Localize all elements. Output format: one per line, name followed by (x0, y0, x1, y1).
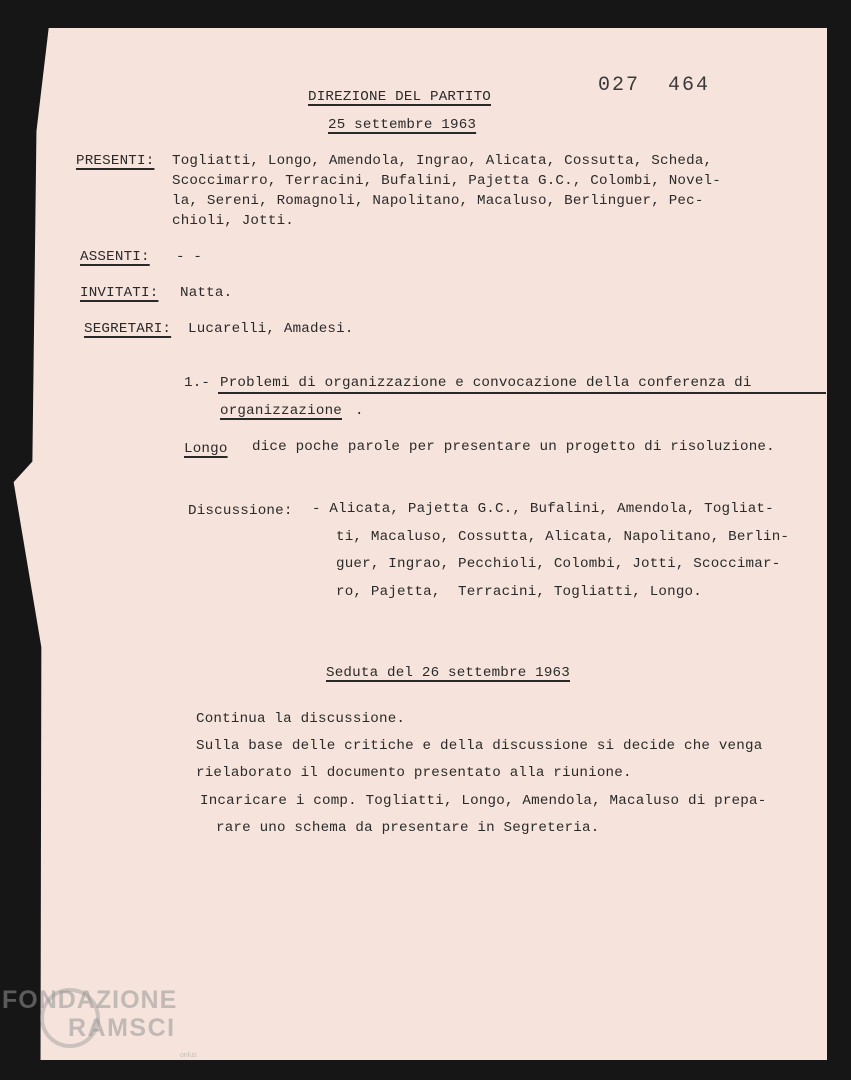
agenda-item-title: Problemi di organizzazione e convocazione della conferenza di (220, 375, 752, 391)
present-line: Togliatti, Longo, Amendola, Ingrao, Alicata, Cossutta, Scheda, (172, 153, 713, 169)
session-line: Continua la discussione. (196, 711, 406, 727)
invited-label: INVITATI: (80, 285, 159, 301)
present-line: Scoccimarro, Terracini, Bufalini, Pajetta G.C., Colombi, Novel- (172, 173, 721, 189)
session-title: Seduta del 26 settembre 1963 (326, 665, 570, 681)
secretaries-value: Lucarelli, Amadesi. (188, 321, 354, 337)
session-line: Incaricare i comp. Togliatti, Longo, Amendola, Macaluso di prepa- (200, 793, 767, 809)
discussion-line: - Alicata, Pajetta G.C., Bufalini, Amendola, Togliat- (312, 501, 774, 517)
watermark-line2: RAMSCI (68, 1014, 176, 1042)
discussion-label: Discussione: (188, 503, 293, 519)
present-line: chioli, Jotti. (172, 213, 294, 229)
present-line: la, Sereni, Romagnoli, Napolitano, Macaluso, Berlinguer, Pec- (172, 193, 704, 209)
present-label: PRESENTI: (76, 153, 155, 169)
invited-value: Natta. (180, 285, 233, 301)
session-line: rielaborato il documento presentato alla riunione. (196, 765, 632, 781)
session-line: Sulla base delle critiche e della discussione si decide che venga (196, 738, 763, 754)
watermark-line1: FONDAZIONE (2, 986, 178, 1014)
discussion-line: ti, Macaluso, Cossutta, Alicata, Napolitano, Berlin- (336, 529, 790, 545)
agenda-item-title-end: . (355, 403, 364, 419)
fondazione-gramsci-watermark (2, 986, 212, 1059)
absent-label: ASSENTI: (80, 249, 150, 265)
discussion-line: ro, Pajetta, Terracini, Togliatti, Longo. (336, 584, 702, 600)
absent-value: - - (176, 249, 203, 265)
discussion-line: guer, Ingrao, Pecchioli, Colombi, Jotti, Scoccimar- (336, 556, 781, 572)
document-title: DIREZIONE DEL PARTITO (308, 89, 491, 105)
secretaries-label: SEGRETARI: (84, 321, 172, 337)
speaker-name: Longo (184, 441, 228, 457)
watermark-small: onlus (180, 1052, 197, 1059)
agenda-item-title-continued: organizzazione (220, 403, 342, 419)
speaker-text: dice poche parole per presentare un progetto di risoluzione. (252, 439, 775, 455)
document-date: 25 settembre 1963 (328, 117, 477, 133)
agenda-title-underline (218, 392, 826, 394)
session-line: rare uno schema da presentare in Segreteria. (216, 820, 600, 836)
protocol-number: 027 464 (598, 74, 711, 97)
agenda-item-number: 1.- (184, 375, 211, 391)
